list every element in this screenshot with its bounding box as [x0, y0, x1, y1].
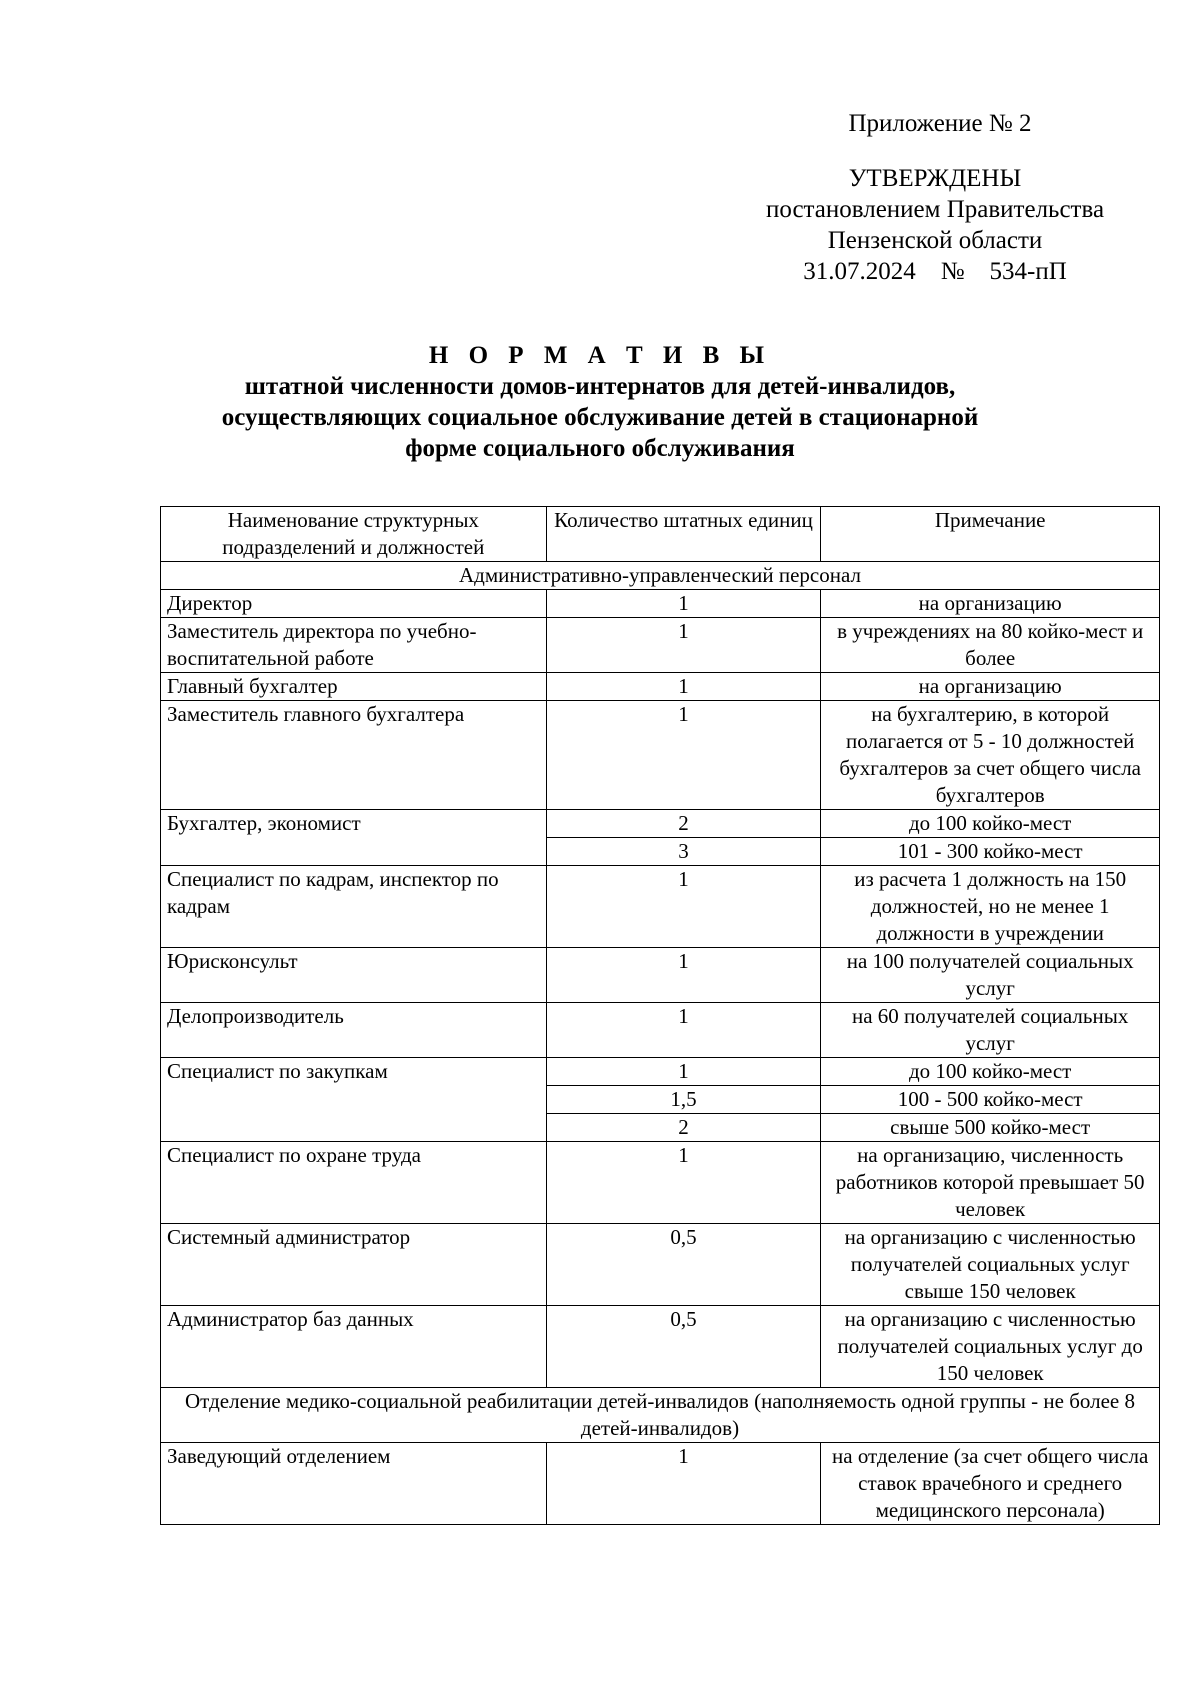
position-name: Главный бухгалтер	[161, 673, 547, 701]
document-title	[150, 340, 1050, 464]
title-main: Н О Р М А Т И В Ы	[428, 342, 772, 369]
spacer	[720, 139, 1150, 163]
title-line-3: форме социального обслуживания	[405, 435, 795, 462]
table-row	[161, 1224, 1160, 1306]
header-name: Наименование структурных подразделений и должностей	[161, 507, 547, 562]
staff-count: 1	[546, 701, 821, 810]
position-name: Директор	[161, 590, 547, 618]
header-count: Количество штатных единиц	[546, 507, 821, 562]
position-name: Юрисконсульт	[161, 948, 547, 1003]
position-name: Специалист по закупкам	[161, 1058, 547, 1142]
section-title: Отделение медико-социальной реабилитации детей-инвалидов (наполняемость одной группы - не более 8 детей-инвалидов)	[161, 1388, 1160, 1443]
note: на организацию, численность работников которой превышает 50 человек	[821, 1142, 1160, 1224]
position-name: Заместитель главного бухгалтера	[161, 701, 547, 810]
section-title: Административно-управленческий персонал	[161, 562, 1160, 590]
region-line: Пензенской области	[827, 227, 1043, 254]
note: из расчета 1 должность на 150 должностей, но не менее 1 должности в учреждении	[821, 866, 1160, 948]
staff-count: 1	[546, 618, 821, 673]
note: до 100 койко-мест	[821, 810, 1160, 838]
title-line-2: осуществляющих социальное обслуживание детей в стационарной	[221, 404, 979, 431]
position-name: Бухгалтер, экономист	[161, 810, 547, 866]
staff-count: 1	[546, 1058, 821, 1086]
position-name: Системный администратор	[161, 1224, 547, 1306]
table-row	[161, 618, 1160, 673]
position-name: Администратор баз данных	[161, 1306, 547, 1388]
staff-count: 1	[546, 866, 821, 948]
position-name: Заместитель директора по учебно-воспитательной работе	[161, 618, 547, 673]
staff-count: 1	[546, 673, 821, 701]
note: 101 - 300 койко-мест	[821, 838, 1160, 866]
title-line-1: штатной численности домов-интернатов для детей-инвалидов,	[244, 373, 956, 400]
appendix-label: Приложение № 2	[848, 110, 1032, 137]
note: на организацию с численностью получателей социальных услуг до 150 человек	[821, 1306, 1160, 1388]
note: до 100 койко-мест	[821, 1058, 1160, 1086]
staff-count: 1,5	[546, 1086, 821, 1114]
note: на отделение (за счет общего числа ставок врачебного и среднего медицинского персонала)	[821, 1443, 1160, 1525]
table-row	[161, 1142, 1160, 1224]
note: на бухгалтерию, в которой полагается от 5 - 10 должностей бухгалтеров за счет общего числа бухгалтеров	[821, 701, 1160, 810]
table-row	[161, 673, 1160, 701]
table-row	[161, 590, 1160, 618]
staff-count: 0,5	[546, 1306, 821, 1388]
table-row	[161, 1306, 1160, 1388]
staffing-norms-table	[160, 506, 1160, 1525]
date-number-line: 31.07.2024 № 534-пП	[803, 258, 1067, 285]
table-row	[161, 810, 1160, 838]
note: в учреждениях на 80 койко-мест и более	[821, 618, 1160, 673]
staff-count: 3	[546, 838, 821, 866]
approved-by-line: постановлением Правительства	[765, 196, 1105, 223]
staff-count: 1	[546, 590, 821, 618]
table-row	[161, 866, 1160, 948]
staff-count: 0,5	[546, 1224, 821, 1306]
position-name: Заведующий отделением	[161, 1443, 547, 1525]
approved-label: УТВЕРЖДЕНЫ	[848, 165, 1022, 192]
approval-block	[720, 108, 1150, 287]
table-row	[161, 1003, 1160, 1058]
table-row	[161, 1058, 1160, 1086]
note: свыше 500 койко-мест	[821, 1114, 1160, 1142]
position-name: Специалист по охране труда	[161, 1142, 547, 1224]
position-name: Специалист по кадрам, инспектор по кадрам	[161, 866, 547, 948]
table-header-row	[161, 507, 1160, 562]
section-row	[161, 562, 1160, 590]
note: на организацию с численностью получателей социальных услуг свыше 150 человек	[821, 1224, 1160, 1306]
staff-count: 1	[546, 1142, 821, 1224]
note: 100 - 500 койко-мест	[821, 1086, 1160, 1114]
staff-count: 2	[546, 1114, 821, 1142]
table-row	[161, 701, 1160, 810]
staff-count: 1	[546, 1003, 821, 1058]
note: на организацию	[821, 590, 1160, 618]
note: на 60 получателей социальных услуг	[821, 1003, 1160, 1058]
section-row	[161, 1388, 1160, 1443]
table-row	[161, 948, 1160, 1003]
position-name: Делопроизводитель	[161, 1003, 547, 1058]
note: на организацию	[821, 673, 1160, 701]
header-note: Примечание	[821, 507, 1160, 562]
note: на 100 получателей социальных услуг	[821, 948, 1160, 1003]
staff-count: 2	[546, 810, 821, 838]
staff-count: 1	[546, 948, 821, 1003]
table-row	[161, 1443, 1160, 1525]
staff-count: 1	[546, 1443, 821, 1525]
